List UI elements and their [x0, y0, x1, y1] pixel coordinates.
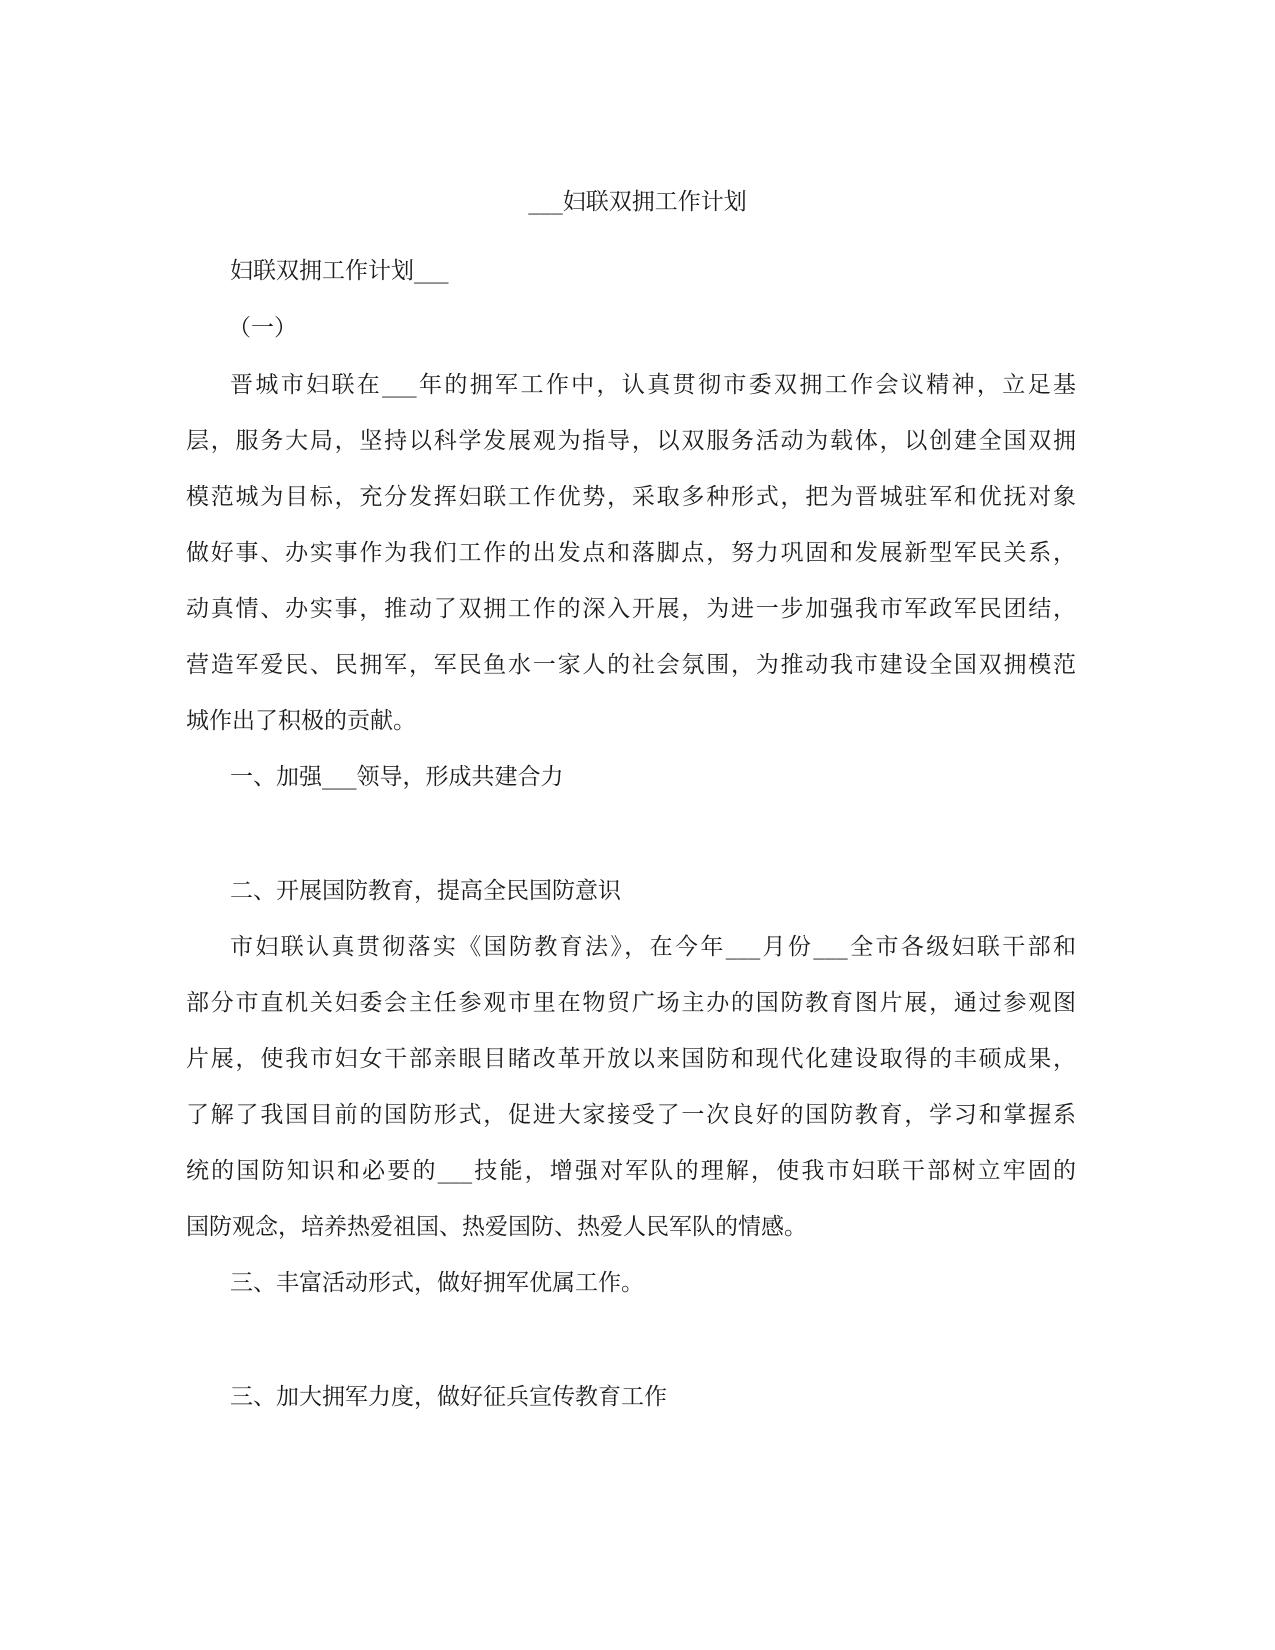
paragraph-line: 市妇联认真贯彻落实《国防教育法》，在今年___月份___全市各级妇联干部和	[230, 934, 1076, 960]
paragraph-line: 做好事、办实事作为我们工作的出发点和落脚点，努力巩固和发展新型军民关系，	[186, 540, 1076, 566]
document-title: ___妇联双拥工作计划	[528, 189, 747, 215]
paragraph-line: 模范城为目标，充分发挥妇联工作优势，采取多种形式，把为晋城驻军和优抚对象	[186, 484, 1076, 510]
section-heading-1: 一、加强___领导，形成共建合力	[230, 764, 564, 790]
paragraph-line: 动真情、办实事，推动了双拥工作的深入开展，为进一步加强我市军政军民团结，	[186, 596, 1076, 622]
section-heading-3: 三、丰富活动形式，做好拥军优属工作。	[230, 1270, 644, 1296]
section-heading-4: 三、加大拥军力度，做好征兵宣传教育工作	[230, 1384, 667, 1410]
section-heading-2: 二、开展国防教育，提高全民国防意识	[230, 878, 621, 904]
paragraph-line: 层，服务大局，坚持以科学发展观为指导，以双服务活动为载体，以创建全国双拥	[186, 428, 1076, 454]
paragraph-line: 部分市直机关妇委会主任参观市里在物贸广场主办的国防教育图片展，通过参观图	[186, 990, 1076, 1016]
part-label: （一）	[228, 315, 297, 341]
paragraph-line: 统的国防知识和必要的___技能，增强对军队的理解，使我市妇联干部树立牢固的	[186, 1158, 1076, 1184]
paragraph-line: 城作出了积极的贡献。	[186, 708, 416, 734]
paragraph-line: 晋城市妇联在___年的拥军工作中，认真贯彻市委双拥工作会议精神，立足基	[230, 372, 1076, 398]
document-subtitle: 妇联双拥工作计划___	[230, 258, 449, 284]
paragraph-line: 了解了我国目前的国防形式，促进大家接受了一次良好的国防教育，学习和掌握系	[186, 1102, 1076, 1128]
paragraph-line: 片展，使我市妇女干部亲眼目睹改革开放以来国防和现代化建设取得的丰硕成果，	[186, 1046, 1076, 1072]
paragraph-line: 国防观念，培养热爱祖国、热爱国防、热爱人民军队的情感。	[186, 1214, 807, 1240]
paragraph-line: 营造军爱民、民拥军，军民鱼水一家人的社会氛围，为推动我市建设全国双拥模范	[186, 652, 1076, 678]
